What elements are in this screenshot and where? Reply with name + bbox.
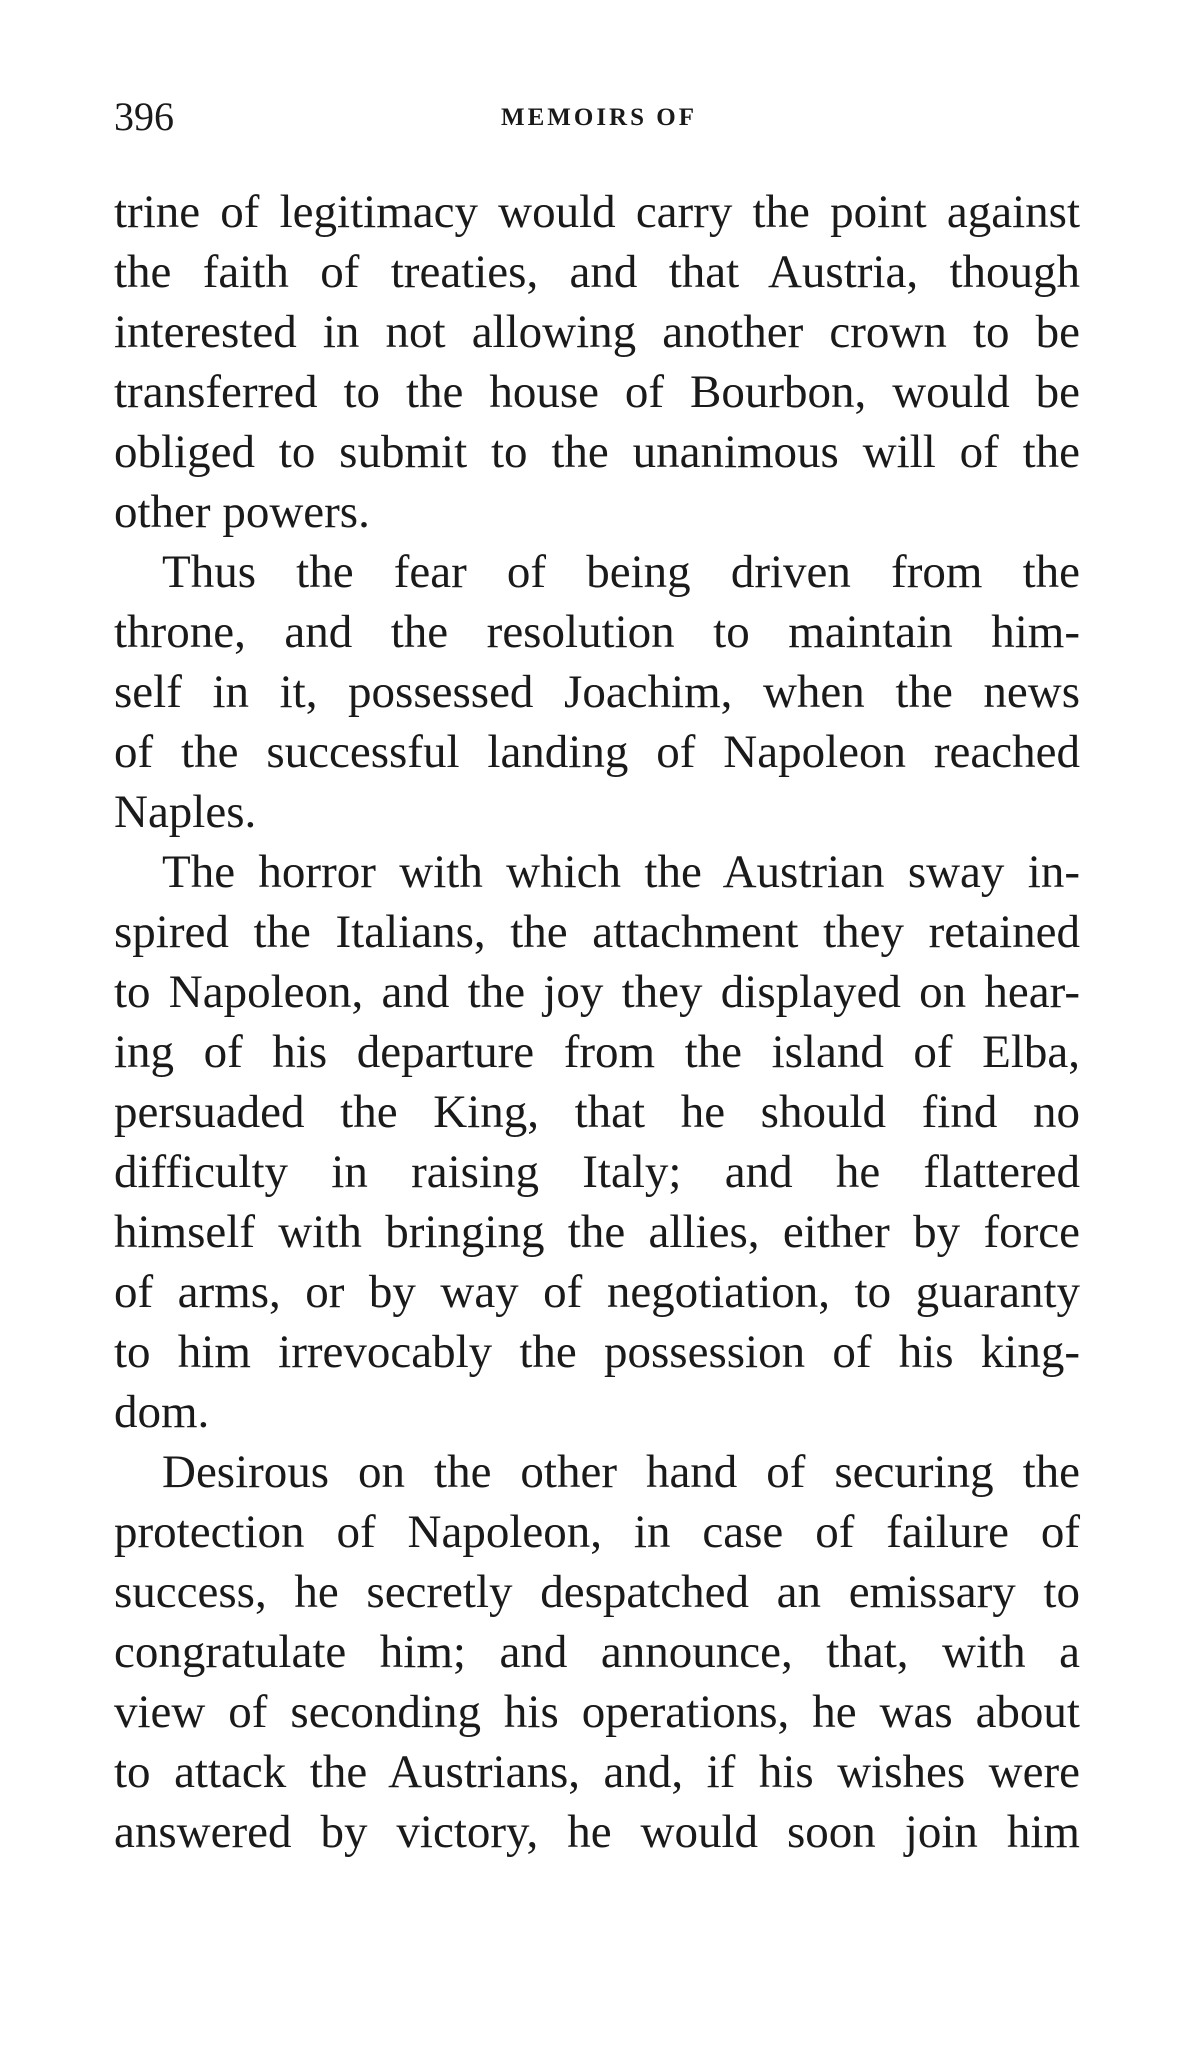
text-line: to Napoleon, and the joy they displayed on hear- bbox=[114, 966, 1080, 1018]
text-line: trine of legitimacy would carry the point against bbox=[114, 186, 1080, 238]
paragraph bbox=[114, 542, 1080, 842]
text-line: to attack the Austrians, and, if his wishes were bbox=[114, 1746, 1080, 1798]
text-line: throne, and the resolution to maintain him- bbox=[114, 606, 1080, 658]
paragraph bbox=[114, 182, 1080, 542]
text-line: himself with bringing the allies, either by force bbox=[114, 1206, 1080, 1258]
page-number: 396 bbox=[114, 94, 174, 139]
text-line: Naples. bbox=[114, 786, 257, 838]
text-line: answered by victory, he would soon join him bbox=[114, 1806, 1080, 1858]
text-line: self in it, possessed Joachim, when the news bbox=[114, 666, 1080, 718]
body-text bbox=[114, 182, 1080, 1862]
text-line: success, he secretly despatched an emissary to bbox=[114, 1566, 1080, 1618]
running-head bbox=[110, 92, 1088, 142]
text-line: difficulty in raising Italy; and he flattered bbox=[114, 1146, 1080, 1198]
text-line: spired the Italians, the attachment they retained bbox=[114, 906, 1080, 958]
text-line: persuaded the King, that he should find no bbox=[114, 1086, 1080, 1138]
text-line: Desirous on the other hand of securing the bbox=[162, 1446, 1080, 1498]
text-line: obliged to submit to the unanimous will of the bbox=[114, 426, 1080, 478]
text-line: dom. bbox=[114, 1386, 210, 1438]
text-line: the faith of treaties, and that Austria, though bbox=[114, 246, 1080, 298]
text-line: protection of Napoleon, in case of failure of bbox=[114, 1506, 1080, 1558]
text-line: Thus the fear of being driven from the bbox=[162, 546, 1080, 598]
paragraph bbox=[114, 1442, 1080, 1862]
running-title: MEMOIRS OF bbox=[501, 104, 697, 131]
text-line: other powers. bbox=[114, 486, 370, 538]
text-line: ing of his departure from the island of Elba, bbox=[114, 1026, 1080, 1078]
text-line: view of seconding his operations, he was about bbox=[114, 1686, 1080, 1738]
text-line: The horror with which the Austrian sway in- bbox=[162, 846, 1080, 898]
text-line: interested in not allowing another crown to be bbox=[114, 306, 1080, 358]
text-line: of the successful landing of Napoleon reached bbox=[114, 726, 1080, 778]
text-line: to him irrevocably the possession of his king- bbox=[114, 1326, 1080, 1378]
paragraph bbox=[114, 842, 1080, 1442]
text-line: of arms, or by way of negotiation, to guaranty bbox=[114, 1266, 1080, 1318]
text-line: congratulate him; and announce, that, with a bbox=[114, 1626, 1080, 1678]
text-line: transferred to the house of Bourbon, would be bbox=[114, 366, 1080, 418]
